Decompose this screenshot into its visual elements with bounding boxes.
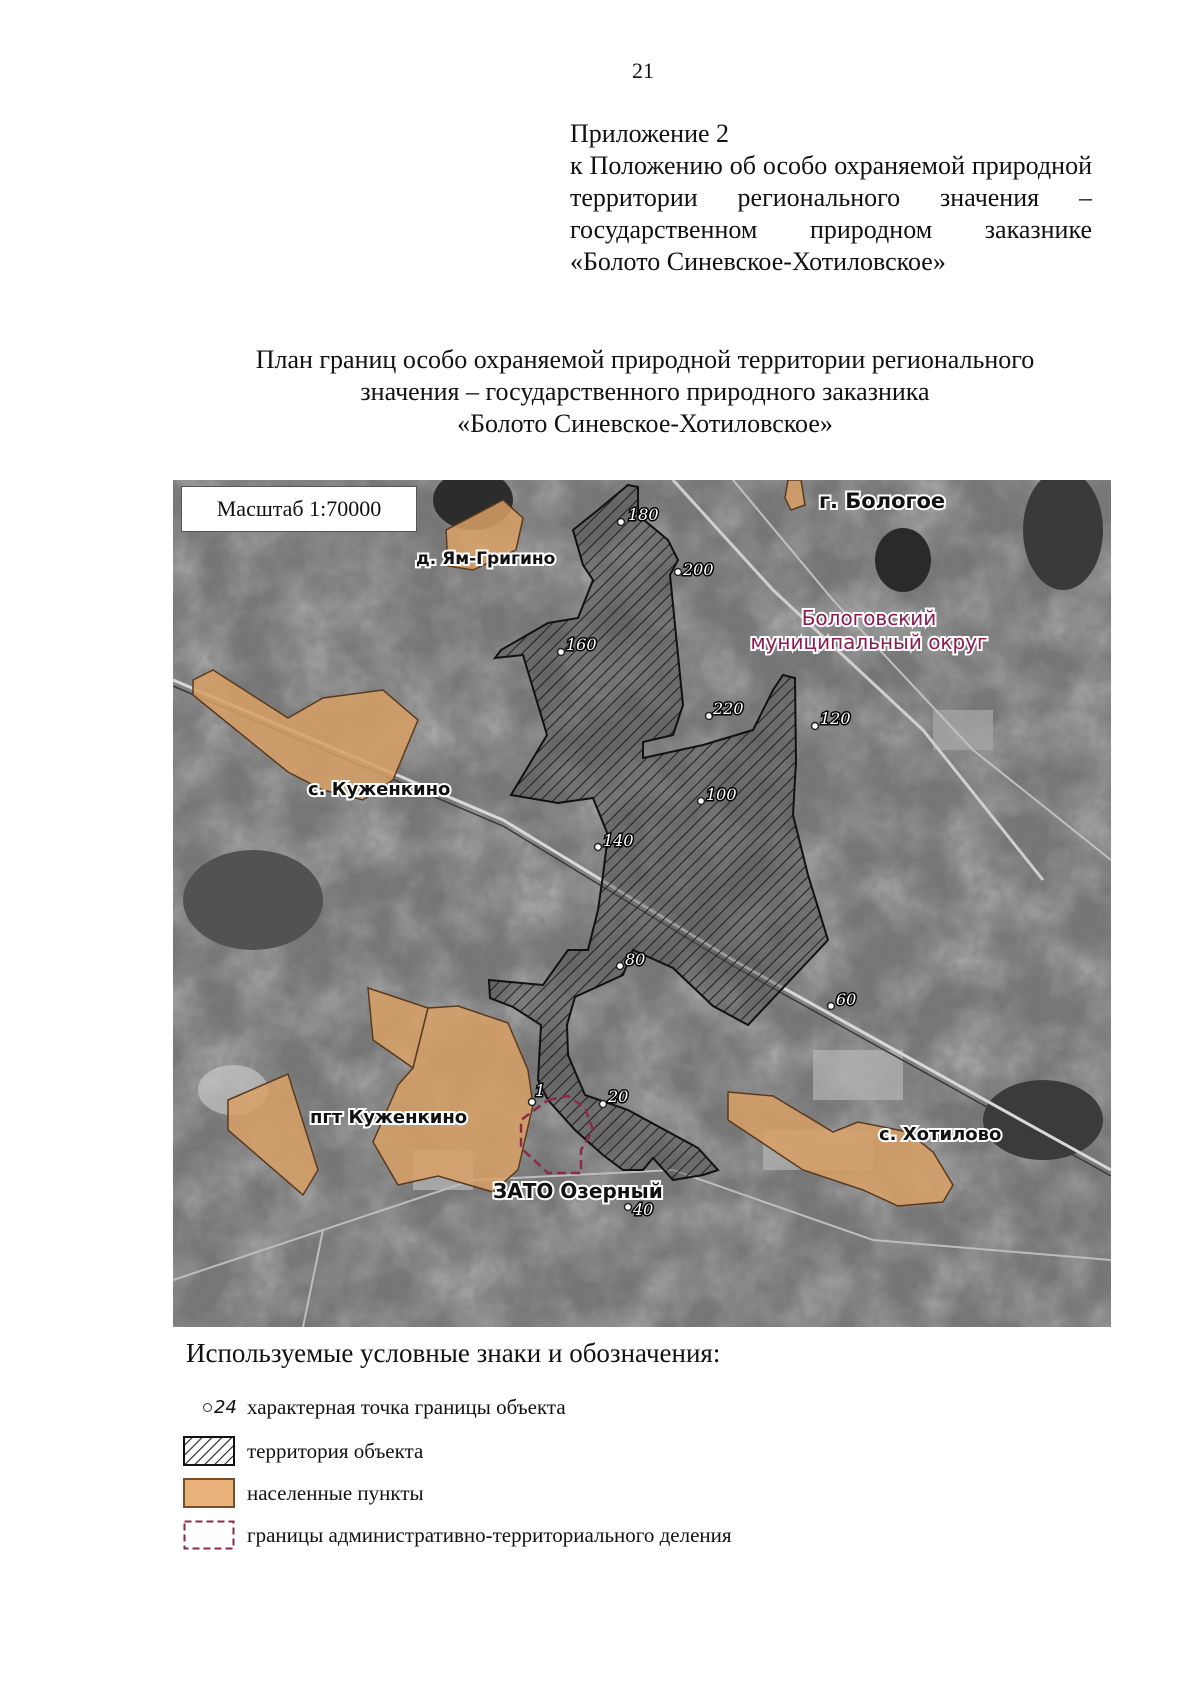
label-kuzhenkino-village: с. Куженкино [308, 779, 451, 800]
boundary-point-160 [558, 649, 565, 656]
page-number: 21 [632, 58, 654, 83]
legend-label-settlements: населенные пункты [247, 1480, 424, 1505]
point-dot-icon [203, 1403, 212, 1412]
document-title-line-3: «Болото Синевское-Хотиловское» [457, 409, 833, 438]
appendix-block [570, 118, 1092, 278]
document-title-line-2: значения – государственного природного заказника [360, 377, 930, 406]
point-label-60: 60 [836, 990, 857, 1009]
legend-label-admin: границы административно-территориального деления [247, 1522, 732, 1547]
label-bologoe: г. Бологое [819, 489, 946, 513]
appendix-text: к Положению об особо охраняемой природной территории регионального значения – государственном природном заказнике «Болото Синевское-Хотиловское» [570, 151, 1092, 276]
hatch-swatch-icon [183, 1436, 235, 1466]
boundary-point-60 [828, 1003, 835, 1010]
appendix-title: Приложение 2 [570, 119, 730, 148]
legend-row-point [183, 1390, 566, 1424]
forest-shape [983, 1080, 1103, 1160]
legend-label-point: характерная точка границы объекта [247, 1394, 566, 1419]
label-yam-grigino: д. Ям-Григино [416, 549, 556, 569]
document-title-line-1: План границ особо охраняемой природной территории регионального [255, 345, 1035, 374]
label-zato-ozerny: ЗАТО Озерный [493, 1179, 663, 1203]
point-label-20: 20 [608, 1087, 629, 1106]
point-label-120: 120 [820, 709, 851, 728]
district-label-line-1: Бологовский [801, 606, 937, 630]
point-label-200: 200 [683, 560, 714, 579]
map-canvas [173, 480, 1111, 1327]
boundary-point-40 [625, 1204, 632, 1211]
point-label-80: 80 [625, 950, 646, 969]
point-label-40: 40 [633, 1200, 654, 1219]
point-label-220: 220 [713, 699, 744, 718]
boundary-map [173, 480, 1111, 1327]
label-khotilovo: с. Хотилово [879, 1124, 1002, 1145]
field-shape [813, 1050, 903, 1100]
legend-symbol-settlements [183, 1478, 235, 1508]
settlement-swatch-icon [183, 1478, 235, 1508]
point-label-160: 160 [566, 635, 597, 654]
forest-shape [183, 850, 323, 950]
map-scale: Масштаб 1:70000 [181, 486, 417, 532]
district-label-line-2: муниципальный округ [750, 630, 988, 654]
boundary-point-200 [675, 569, 682, 576]
legend-label-territory: территория объекта [247, 1438, 424, 1463]
point-label-180: 180 [628, 505, 659, 524]
boundary-point-100 [698, 798, 705, 805]
legend-heading: Используемые условные знаки и обозначения: [186, 1338, 721, 1368]
legend-symbol-territory [183, 1436, 235, 1466]
boundary-point-80 [617, 963, 624, 970]
boundary-point-120 [812, 723, 819, 730]
boundary-point-icon [203, 1397, 237, 1418]
legend-row-settlements [183, 1476, 424, 1510]
boundary-point-140 [595, 844, 602, 851]
legend-point-example: 24 [214, 1396, 237, 1418]
point-label-1: 1 [535, 1081, 546, 1100]
legend-row-territory [183, 1434, 423, 1468]
boundary-point-220 [706, 713, 713, 720]
lake-shape [875, 528, 931, 592]
point-label-100: 100 [706, 785, 737, 804]
settlement-bologoe [785, 480, 805, 510]
admin-boundary-swatch-icon [183, 1520, 235, 1550]
legend-symbol-point [183, 1392, 235, 1422]
legend-row-admin [183, 1518, 732, 1552]
boundary-point-20 [600, 1101, 607, 1108]
boundary-point-180 [618, 519, 625, 526]
label-kuzhenkino-pgt: пгт Куженкино [310, 1107, 468, 1128]
point-label-140: 140 [603, 831, 634, 850]
document-title [150, 344, 1140, 440]
legend-symbol-admin [183, 1520, 235, 1550]
